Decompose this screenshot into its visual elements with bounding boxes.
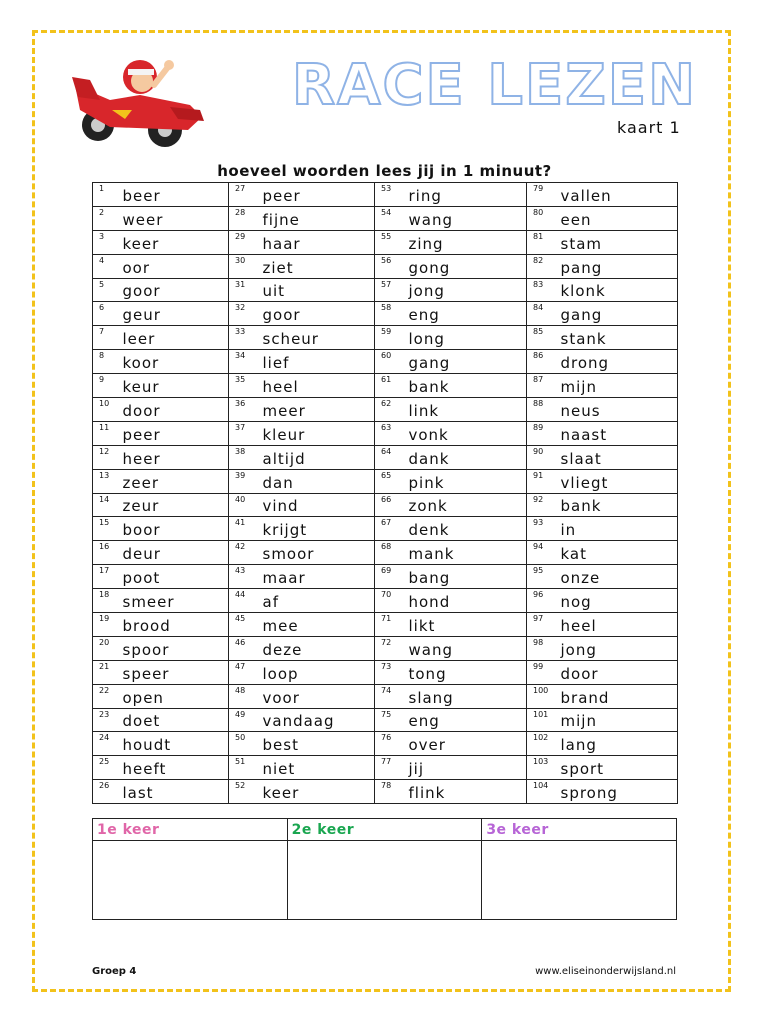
word-cell: vonk [405, 421, 527, 445]
word-number: 15 [93, 517, 119, 541]
word-cell: houdt [119, 732, 229, 756]
word-number: 44 [229, 589, 259, 613]
word-number: 32 [229, 302, 259, 326]
word-number: 49 [229, 708, 259, 732]
word-number: 28 [229, 206, 259, 230]
word-cell: lief [259, 350, 375, 374]
word-number: 1 [93, 183, 119, 207]
word-cell: zeer [119, 469, 229, 493]
word-cell: gang [557, 302, 678, 326]
word-number: 36 [229, 398, 259, 422]
word-number: 103 [527, 756, 557, 780]
word-number: 61 [375, 374, 405, 398]
word-number: 24 [93, 732, 119, 756]
table-row [93, 780, 678, 804]
word-number: 71 [375, 613, 405, 637]
word-number: 95 [527, 565, 557, 589]
table-row [93, 469, 678, 493]
word-number: 86 [527, 350, 557, 374]
word-number: 80 [527, 206, 557, 230]
table-row [93, 517, 678, 541]
word-number: 57 [375, 278, 405, 302]
attempt-1-label: 1e keer [93, 819, 288, 841]
word-cell: peer [259, 183, 375, 207]
word-cell: best [259, 732, 375, 756]
word-number: 27 [229, 183, 259, 207]
word-number: 29 [229, 230, 259, 254]
word-cell: goor [259, 302, 375, 326]
word-cell: in [557, 517, 678, 541]
word-table [92, 182, 678, 804]
word-cell: haar [259, 230, 375, 254]
word-number: 52 [229, 780, 259, 804]
word-cell: kat [557, 541, 678, 565]
word-cell: vallen [557, 183, 678, 207]
table-row [93, 326, 678, 350]
word-number: 6 [93, 302, 119, 326]
word-cell: mee [259, 613, 375, 637]
word-cell: hond [405, 589, 527, 613]
word-number: 99 [527, 660, 557, 684]
word-cell: open [119, 684, 229, 708]
word-cell: neus [557, 398, 678, 422]
word-number: 59 [375, 326, 405, 350]
word-cell: doet [119, 708, 229, 732]
word-number: 63 [375, 421, 405, 445]
word-number: 100 [527, 684, 557, 708]
word-cell: spoor [119, 636, 229, 660]
word-cell: geur [119, 302, 229, 326]
word-number: 43 [229, 565, 259, 589]
word-cell: deur [119, 541, 229, 565]
table-row [93, 350, 678, 374]
table-row [93, 493, 678, 517]
table-row [93, 732, 678, 756]
word-cell: gang [405, 350, 527, 374]
word-number: 10 [93, 398, 119, 422]
word-number: 60 [375, 350, 405, 374]
word-cell: vandaag [259, 708, 375, 732]
word-cell: mank [405, 541, 527, 565]
word-number: 102 [527, 732, 557, 756]
table-row [93, 613, 678, 637]
word-cell: stam [557, 230, 678, 254]
word-cell: keer [119, 230, 229, 254]
word-number: 68 [375, 541, 405, 565]
word-cell: heer [119, 445, 229, 469]
table-row [93, 541, 678, 565]
word-cell: naast [557, 421, 678, 445]
word-number: 90 [527, 445, 557, 469]
word-cell: ring [405, 183, 527, 207]
word-cell: maar [259, 565, 375, 589]
word-number: 58 [375, 302, 405, 326]
attempt-3-score-box[interactable] [482, 841, 677, 920]
card-number: kaart 1 [617, 118, 681, 137]
word-number: 46 [229, 636, 259, 660]
word-number: 84 [527, 302, 557, 326]
table-row [93, 565, 678, 589]
word-cell: link [405, 398, 527, 422]
score-table [92, 818, 677, 920]
word-cell: sprong [557, 780, 678, 804]
word-number: 98 [527, 636, 557, 660]
word-cell: boor [119, 517, 229, 541]
table-row [93, 660, 678, 684]
word-cell: een [557, 206, 678, 230]
word-cell: dan [259, 469, 375, 493]
word-number: 53 [375, 183, 405, 207]
word-cell: drong [557, 350, 678, 374]
attempt-2-label: 2e keer [287, 819, 482, 841]
word-number: 93 [527, 517, 557, 541]
word-number: 48 [229, 684, 259, 708]
word-cell: heel [557, 613, 678, 637]
word-cell: smoor [259, 541, 375, 565]
word-cell: poot [119, 565, 229, 589]
word-cell: pink [405, 469, 527, 493]
word-cell: zing [405, 230, 527, 254]
word-cell: voor [259, 684, 375, 708]
word-number: 79 [527, 183, 557, 207]
word-cell: wang [405, 206, 527, 230]
word-number: 5 [93, 278, 119, 302]
table-row [93, 302, 678, 326]
word-number: 91 [527, 469, 557, 493]
word-number: 92 [527, 493, 557, 517]
word-cell: flink [405, 780, 527, 804]
word-number: 41 [229, 517, 259, 541]
word-cell: gong [405, 254, 527, 278]
word-number: 87 [527, 374, 557, 398]
word-cell: onze [557, 565, 678, 589]
word-cell: bang [405, 565, 527, 589]
word-cell: uit [259, 278, 375, 302]
word-cell: brood [119, 613, 229, 637]
word-number: 47 [229, 660, 259, 684]
word-cell: keur [119, 374, 229, 398]
word-number: 96 [527, 589, 557, 613]
word-cell: zeur [119, 493, 229, 517]
word-number: 82 [527, 254, 557, 278]
word-cell: last [119, 780, 229, 804]
word-number: 83 [527, 278, 557, 302]
word-number: 69 [375, 565, 405, 589]
word-cell: mijn [557, 708, 678, 732]
word-number: 54 [375, 206, 405, 230]
word-number: 55 [375, 230, 405, 254]
attempt-2-score-box[interactable] [287, 841, 482, 920]
word-cell: fijne [259, 206, 375, 230]
word-number: 33 [229, 326, 259, 350]
word-cell: tong [405, 660, 527, 684]
word-number: 81 [527, 230, 557, 254]
word-number: 50 [229, 732, 259, 756]
word-number: 34 [229, 350, 259, 374]
word-number: 97 [527, 613, 557, 637]
word-number: 56 [375, 254, 405, 278]
word-number: 21 [93, 660, 119, 684]
attempt-3-label: 3e keer [482, 819, 677, 841]
table-row [93, 398, 678, 422]
word-cell: likt [405, 613, 527, 637]
word-number: 78 [375, 780, 405, 804]
table-row [93, 278, 678, 302]
word-cell: ziet [259, 254, 375, 278]
word-number: 66 [375, 493, 405, 517]
word-number: 65 [375, 469, 405, 493]
word-cell: oor [119, 254, 229, 278]
word-number: 35 [229, 374, 259, 398]
footer-group: Groep 4 [92, 966, 137, 977]
word-number: 73 [375, 660, 405, 684]
word-cell: beer [119, 183, 229, 207]
table-row [93, 589, 678, 613]
word-cell: leer [119, 326, 229, 350]
word-cell: bank [405, 374, 527, 398]
word-cell: jij [405, 756, 527, 780]
word-number: 51 [229, 756, 259, 780]
word-cell: peer [119, 421, 229, 445]
word-cell: door [557, 660, 678, 684]
word-number: 26 [93, 780, 119, 804]
word-cell: weer [119, 206, 229, 230]
word-cell: sport [557, 756, 678, 780]
word-number: 76 [375, 732, 405, 756]
word-cell: bank [557, 493, 678, 517]
word-number: 70 [375, 589, 405, 613]
word-number: 7 [93, 326, 119, 350]
word-cell: deze [259, 636, 375, 660]
word-cell: krijgt [259, 517, 375, 541]
table-row [93, 374, 678, 398]
table-row [93, 183, 678, 207]
word-cell: jong [557, 636, 678, 660]
word-number: 67 [375, 517, 405, 541]
word-number: 19 [93, 613, 119, 637]
word-number: 31 [229, 278, 259, 302]
word-number: 39 [229, 469, 259, 493]
word-cell: meer [259, 398, 375, 422]
word-number: 45 [229, 613, 259, 637]
word-number: 72 [375, 636, 405, 660]
word-number: 74 [375, 684, 405, 708]
word-number: 18 [93, 589, 119, 613]
word-cell: door [119, 398, 229, 422]
word-cell: klonk [557, 278, 678, 302]
word-cell: keer [259, 780, 375, 804]
page-title: RACE LEZEN [292, 53, 697, 118]
word-cell: eng [405, 302, 527, 326]
word-number: 38 [229, 445, 259, 469]
word-number: 25 [93, 756, 119, 780]
word-cell: denk [405, 517, 527, 541]
word-cell: mijn [557, 374, 678, 398]
word-number: 89 [527, 421, 557, 445]
word-cell: niet [259, 756, 375, 780]
word-cell: nog [557, 589, 678, 613]
word-cell: jong [405, 278, 527, 302]
word-number: 22 [93, 684, 119, 708]
word-cell: vliegt [557, 469, 678, 493]
word-cell: wang [405, 636, 527, 660]
word-cell: pang [557, 254, 678, 278]
word-cell: koor [119, 350, 229, 374]
word-cell: loop [259, 660, 375, 684]
word-cell: kleur [259, 421, 375, 445]
word-number: 3 [93, 230, 119, 254]
word-number: 42 [229, 541, 259, 565]
word-number: 4 [93, 254, 119, 278]
table-row [93, 230, 678, 254]
table-row [93, 684, 678, 708]
word-number: 37 [229, 421, 259, 445]
word-number: 8 [93, 350, 119, 374]
word-number: 30 [229, 254, 259, 278]
word-number: 17 [93, 565, 119, 589]
word-cell: over [405, 732, 527, 756]
word-number: 104 [527, 780, 557, 804]
word-cell: altijd [259, 445, 375, 469]
word-cell: af [259, 589, 375, 613]
word-cell: heel [259, 374, 375, 398]
word-number: 62 [375, 398, 405, 422]
word-number: 40 [229, 493, 259, 517]
word-cell: smeer [119, 589, 229, 613]
word-number: 11 [93, 421, 119, 445]
word-cell: slang [405, 684, 527, 708]
word-number: 23 [93, 708, 119, 732]
table-row [93, 421, 678, 445]
word-number: 20 [93, 636, 119, 660]
word-cell: brand [557, 684, 678, 708]
word-cell: dank [405, 445, 527, 469]
table-row [93, 445, 678, 469]
table-row [93, 206, 678, 230]
word-cell: speer [119, 660, 229, 684]
word-cell: lang [557, 732, 678, 756]
table-row [93, 254, 678, 278]
word-number: 13 [93, 469, 119, 493]
question-heading: hoeveel woorden lees jij in 1 minuut? [217, 162, 552, 180]
word-number: 75 [375, 708, 405, 732]
table-row [93, 708, 678, 732]
attempt-1-score-box[interactable] [93, 841, 288, 920]
word-number: 2 [93, 206, 119, 230]
word-cell: goor [119, 278, 229, 302]
word-cell: stank [557, 326, 678, 350]
word-number: 101 [527, 708, 557, 732]
word-cell: scheur [259, 326, 375, 350]
word-cell: slaat [557, 445, 678, 469]
word-number: 9 [93, 374, 119, 398]
word-number: 88 [527, 398, 557, 422]
word-cell: zonk [405, 493, 527, 517]
table-row [93, 636, 678, 660]
race-car-boy-icon [70, 55, 210, 150]
word-number: 85 [527, 326, 557, 350]
word-number: 64 [375, 445, 405, 469]
footer-website: www.eliseinonderwijsland.nl [535, 966, 676, 977]
word-number: 14 [93, 493, 119, 517]
word-cell: long [405, 326, 527, 350]
word-cell: heeft [119, 756, 229, 780]
table-row [93, 756, 678, 780]
word-cell: eng [405, 708, 527, 732]
word-number: 16 [93, 541, 119, 565]
word-number: 94 [527, 541, 557, 565]
word-number: 77 [375, 756, 405, 780]
word-number: 12 [93, 445, 119, 469]
word-cell: vind [259, 493, 375, 517]
